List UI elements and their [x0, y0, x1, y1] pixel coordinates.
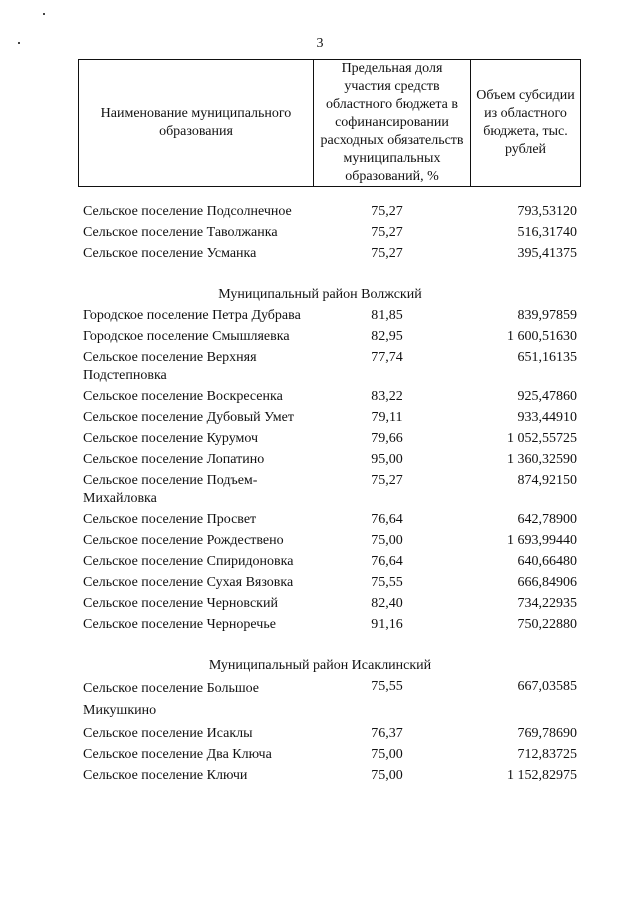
budget-share: 82,40 — [371, 596, 403, 611]
subsidy-amount: 839,97859 — [517, 308, 577, 323]
table-row — [0, 532, 640, 550]
budget-share: 75,00 — [371, 768, 403, 783]
table-row — [0, 203, 640, 221]
municipality-name: Сельское поселение Просвет — [83, 512, 257, 527]
table-row — [0, 553, 640, 571]
municipality-name: Сельское поселение Большое Микушкино — [83, 681, 260, 718]
budget-share: 75,27 — [371, 246, 403, 261]
header-share-column: Предельная доля участия средств областного бюджета в софинансировании расходных обязательств муниципальных образований, % — [314, 60, 471, 187]
municipality-name: Городское поселение Смышляевка — [83, 329, 290, 344]
municipality-name: Сельское поселение Черновский — [83, 596, 278, 611]
table-row — [0, 725, 640, 743]
page-number: 3 — [316, 36, 324, 51]
budget-share: 76,64 — [371, 512, 403, 527]
budget-share: 76,37 — [371, 726, 403, 741]
municipality-name: Сельское поселение Рождествено — [83, 533, 284, 548]
budget-share: 75,27 — [371, 225, 403, 240]
budget-share: 75,27 — [371, 473, 403, 488]
subsidy-amount: 712,83725 — [517, 747, 577, 762]
table-row — [0, 388, 640, 406]
table-row — [0, 574, 640, 592]
budget-share: 75,27 — [371, 204, 403, 219]
budget-share: 83,22 — [371, 389, 403, 404]
table-row — [0, 767, 640, 785]
municipality-name: Сельское поселение Два Ключа — [83, 747, 272, 762]
municipality-name: Сельское поселение Лопатино — [83, 452, 265, 467]
header-name-column: Наименование муниципального образования — [79, 60, 314, 187]
budget-share: 81,85 — [371, 308, 403, 323]
subsidy-amount: 516,31740 — [517, 225, 577, 240]
municipality-name: Сельское поселение Исаклы — [83, 726, 253, 741]
budget-share: 75,55 — [371, 679, 403, 694]
subsidy-amount: 874,92150 — [517, 473, 577, 488]
budget-share: 95,00 — [371, 452, 403, 467]
table-body — [0, 203, 640, 788]
table-row — [0, 328, 640, 346]
budget-share: 75,55 — [371, 575, 403, 590]
subsidy-amount: 750,22880 — [517, 617, 577, 632]
subsidy-amount: 1 600,51630 — [507, 329, 577, 344]
municipality-name: Городское поселение Петра Дубрава — [83, 308, 301, 323]
municipality-name: Сельское поселение Подъем-Михайловка — [83, 473, 258, 506]
budget-share: 75,00 — [371, 747, 403, 762]
budget-share: 82,95 — [371, 329, 403, 344]
table-row — [0, 245, 640, 263]
table-row — [0, 472, 640, 508]
subsidy-amount: 925,47860 — [517, 389, 577, 404]
table-row — [0, 511, 640, 529]
subsidy-amount: 651,16135 — [517, 350, 577, 365]
table-row — [0, 678, 640, 722]
table-row — [0, 409, 640, 427]
municipality-name: Сельское поселение Таволжанка — [83, 225, 278, 240]
table-row — [0, 746, 640, 764]
budget-share: 75,00 — [371, 533, 403, 548]
subsidy-amount: 666,84906 — [517, 575, 577, 590]
section-title: Муниципальный район Волжский — [218, 287, 422, 302]
budget-share: 79,11 — [371, 410, 403, 425]
subsidy-amount: 642,78900 — [517, 512, 577, 527]
municipality-name: Сельское поселение Ключи — [83, 768, 248, 783]
subsidy-amount: 769,78690 — [517, 726, 577, 741]
municipality-name: Сельское поселение Черноречье — [83, 617, 276, 632]
table-row — [0, 616, 640, 634]
subsidy-amount: 734,22935 — [517, 596, 577, 611]
header-amount-column: Объем субсидии из областного бюджета, тыс. рублей — [471, 60, 581, 187]
table-header — [78, 59, 581, 187]
table-row — [0, 224, 640, 242]
municipality-name: Сельское поселение Подсолнечное — [83, 204, 292, 219]
table-row — [0, 430, 640, 448]
municipality-name: Сельское поселение Усманка — [83, 246, 257, 261]
subsidy-amount: 933,44910 — [517, 410, 577, 425]
subsidy-amount: 1 152,82975 — [507, 768, 577, 783]
table-row — [0, 349, 640, 385]
subsidy-amount: 640,66480 — [517, 554, 577, 569]
subsidy-amount: 395,41375 — [517, 246, 577, 261]
scan-speck — [43, 13, 45, 15]
budget-share: 79,66 — [371, 431, 403, 446]
subsidy-amount: 793,53120 — [517, 204, 577, 219]
table-row — [0, 595, 640, 613]
table-row — [0, 451, 640, 469]
budget-share: 76,64 — [371, 554, 403, 569]
municipality-name: Сельское поселение Курумоч — [83, 431, 259, 446]
table-row — [0, 307, 640, 325]
municipality-name: Сельское поселение Спиридоновка — [83, 554, 294, 569]
municipality-name: Сельское поселение Дубовый Умет — [83, 410, 294, 425]
subsidy-amount: 1 693,99440 — [507, 533, 577, 548]
municipality-name: Сельское поселение Сухая Вязовка — [83, 575, 294, 590]
municipality-name: Сельское поселение Воскресенка — [83, 389, 283, 404]
subsidy-amount: 1 052,55725 — [507, 431, 577, 446]
section-title: Муниципальный район Исаклинский — [208, 658, 432, 673]
budget-share: 77,74 — [371, 350, 403, 365]
subsidy-amount: 667,03585 — [517, 679, 577, 694]
municipality-name: Сельское поселение Верхняя Подстепновка — [83, 350, 257, 383]
subsidy-amount: 1 360,32590 — [507, 452, 577, 467]
budget-share: 91,16 — [371, 617, 403, 632]
